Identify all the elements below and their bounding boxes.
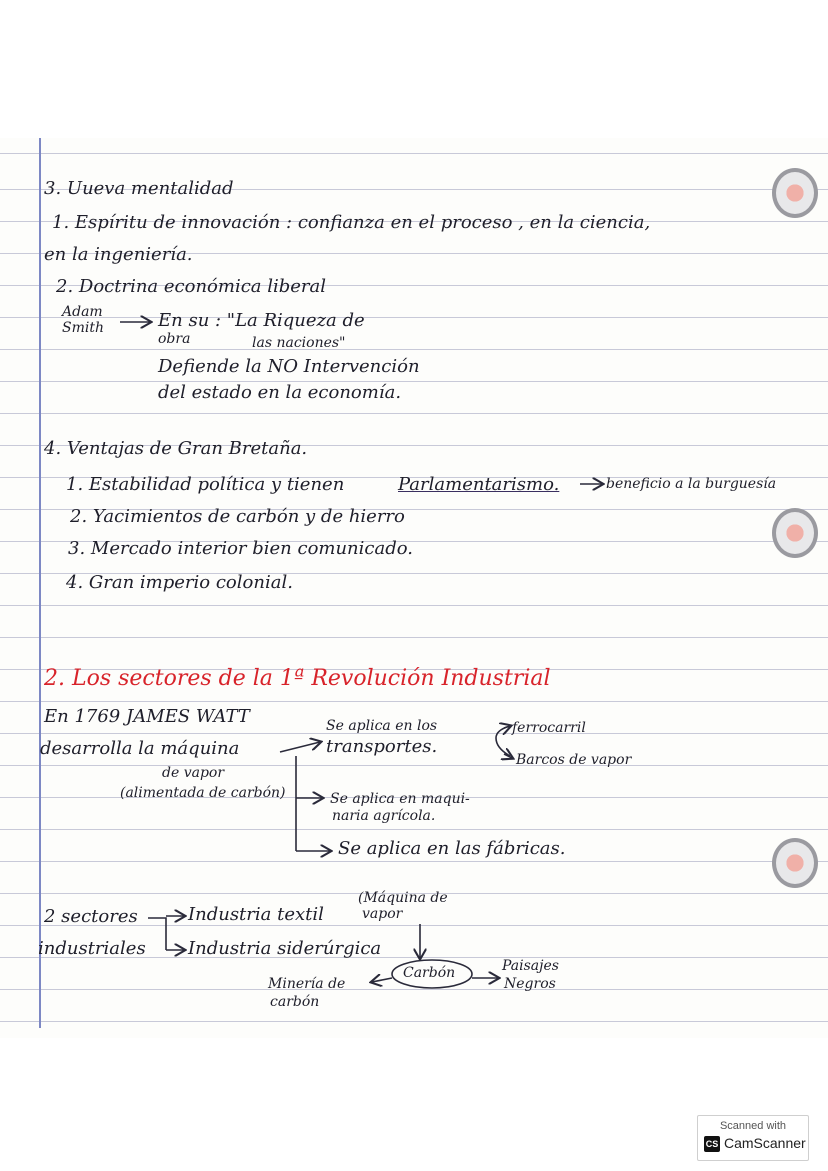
industria-siderurgica: Industria siderúrgica (188, 938, 382, 959)
smith-label: Smith (62, 320, 104, 336)
section4-item1: 1. Estabilidad política y tienen (66, 474, 345, 495)
obra-text-a: En su : "La Riqueza de (158, 310, 365, 331)
ferrocarril: ferrocarril (512, 720, 586, 736)
section4-item4: 4. Gran imperio colonial. (66, 572, 293, 593)
section4-heading: 4. Ventajas de Gran Bretaña. (44, 438, 308, 459)
obra-text-b: obra (158, 331, 191, 347)
section4-item3: 3. Mercado interior bien comunicado. (68, 538, 413, 559)
spiral-ring (772, 838, 818, 888)
transport-a: Se aplica en los (326, 718, 438, 734)
section3-item1: 1. Espíritu de innovación : confianza en el proceso , en la ciencia, (52, 212, 651, 233)
transport-b: transportes. (326, 736, 438, 757)
section3-heading: 3. Uueva mentalidad (44, 178, 234, 199)
camscanner-logo-icon: CS (704, 1136, 720, 1152)
mineria-b: carbón (270, 994, 320, 1010)
defiende-a: Defiende la NO Intervención (158, 356, 420, 377)
scanned-with-label: Scanned with (719, 1120, 787, 1132)
adam-label: Adam (62, 304, 103, 320)
carbon-node: Carbón (403, 965, 456, 981)
spiral-ring (772, 168, 818, 218)
textil-note-a: (Máquina de (358, 890, 448, 906)
industria-textil: Industria textil (188, 904, 324, 925)
defiende-b: del estado en la economía. (158, 382, 402, 403)
textil-note-b: vapor (362, 906, 403, 922)
barcos-vapor: Barcos de vapor (516, 752, 632, 768)
maquinaria-b: naria agrícola. (332, 808, 436, 824)
paisajes-b: Negros (504, 976, 556, 992)
section3-item1-cont: en la ingeniería. (44, 244, 193, 265)
watt-line4: (alimentada de carbón) (120, 785, 286, 801)
sectores-left-a: 2 sectores (44, 906, 138, 927)
paisajes-a: Paisajes (502, 958, 559, 974)
watt-line2: desarrolla la máquina (40, 738, 240, 759)
obra-text-c: las naciones" (252, 335, 346, 351)
camscanner-name: CamScanner (724, 1135, 806, 1151)
parlamentarismo: Parlamentarismo. (398, 474, 560, 495)
maquinaria-a: Se aplica en maqui- (330, 791, 470, 807)
section4-item2: 2. Yacimientos de carbón y de hierro (70, 506, 405, 527)
section3-item2: 2. Doctrina económica liberal (56, 276, 327, 297)
sectores-left-b: industriales (38, 938, 146, 959)
notebook-page (0, 138, 828, 1038)
fabricas: Se aplica en las fábricas. (338, 838, 566, 859)
camscanner-watermark (697, 1115, 809, 1161)
sectores-heading: 2. Los sectores de la 1ª Revolución Industrial (44, 666, 551, 691)
watt-line1: En 1769 JAMES WATT (44, 706, 250, 727)
margin-line (39, 138, 41, 1028)
beneficio-burguesia: beneficio a la burguesía (606, 476, 777, 492)
watt-line3: de vapor (162, 765, 225, 781)
mineria-a: Minería de (268, 976, 346, 992)
spiral-ring (772, 508, 818, 558)
